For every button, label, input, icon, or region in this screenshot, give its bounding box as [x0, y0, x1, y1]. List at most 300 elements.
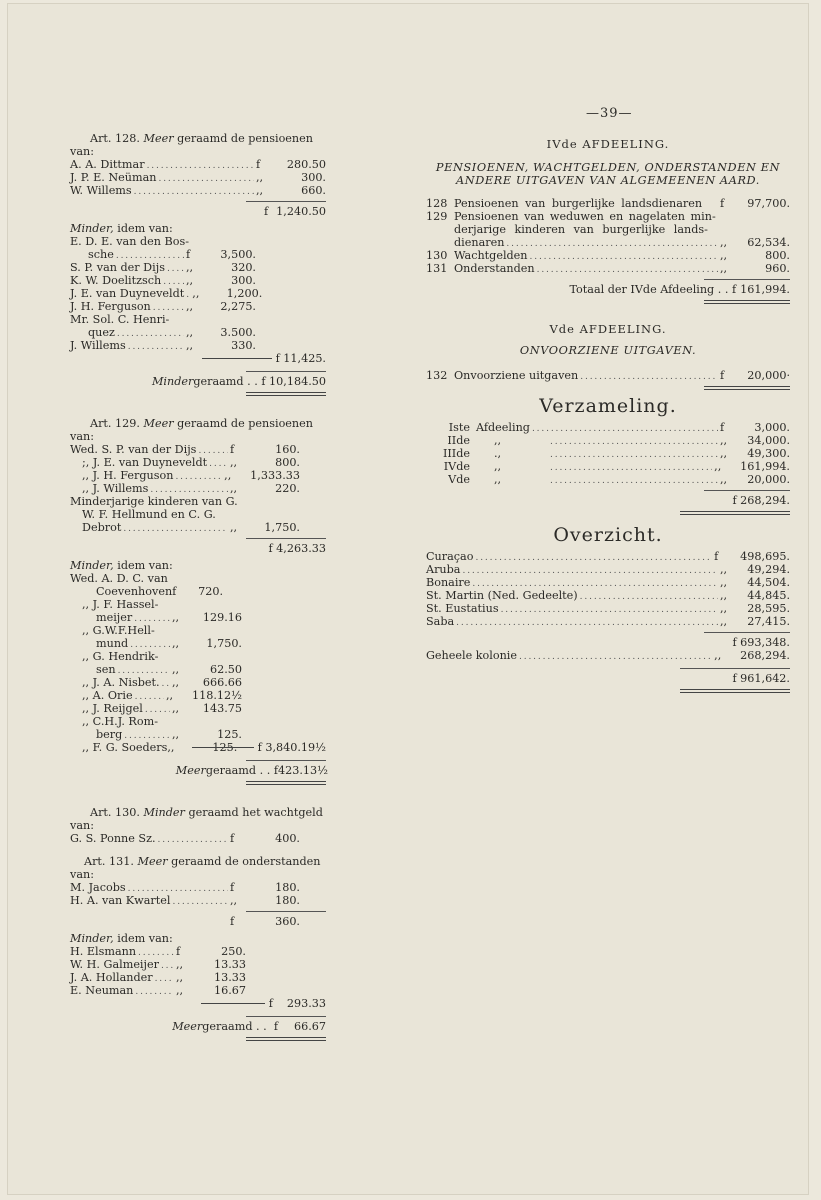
overzicht-subtotal: f 693,348. — [732, 636, 790, 649]
art-129-result: Meer geraamd . . f 423.13½ — [175, 764, 328, 777]
art-128-result: Minder geraamd . . f 10,184.50 — [151, 375, 326, 388]
text-label: Iste — [448, 421, 470, 434]
text-cur: ,, — [256, 171, 264, 184]
leader-dots — [550, 473, 718, 488]
text-label: Vde — [448, 473, 470, 486]
afdeeling-4-list — [426, 197, 790, 275]
text-geheele_cur: ,, — [714, 649, 722, 662]
art-131-header: Art. 131. — [84, 855, 134, 868]
list-item — [70, 469, 300, 482]
text-cur: ,, — [172, 637, 180, 650]
text-text: ,, J. Reijgel — [82, 702, 143, 715]
text-text: Pensioenen van weduwen en nagelaten min- — [454, 210, 716, 223]
text-amount: 660. — [301, 184, 326, 197]
text-result_cur: f — [273, 764, 278, 777]
divider — [246, 1037, 326, 1041]
art-129-minder-list — [70, 572, 242, 754]
text-text: Onvoorziene uitgaven — [454, 369, 579, 382]
list-item — [70, 495, 300, 508]
art-128-header: Art. 128. — [90, 132, 140, 145]
art-128-header-rest: geraamd de pensioenen — [177, 132, 313, 145]
list-item — [426, 249, 790, 262]
text-name: J. E. van Duyneveldt — [70, 287, 185, 300]
page-number: —39— — [586, 106, 633, 121]
text-minder_rest: idem van: — [117, 559, 173, 572]
text-total: 161,994. — [740, 283, 790, 296]
text-name: E. Neuman — [70, 984, 134, 997]
list-item — [70, 171, 326, 184]
text-name: ,, J. H. Ferguson — [82, 469, 174, 482]
text-text: Wachtgelden — [454, 249, 528, 262]
list-item — [70, 971, 246, 984]
text-minder_rest: idem van: — [117, 222, 173, 235]
text-cur: ,, — [186, 339, 194, 352]
text-cur: ,, — [720, 473, 728, 486]
text-name: Wed. S. P. van der Dijs — [70, 443, 197, 456]
text-amount: 49,294. — [747, 563, 790, 576]
text-meer_total: 1,240.50 — [276, 205, 326, 218]
list-item — [70, 248, 256, 261]
text-amount: 180. — [275, 881, 300, 894]
text-result: 66.67 — [293, 1020, 326, 1033]
text-total_label: Totaal der IVde Afdeeling — [569, 283, 715, 296]
leader-dots — [135, 984, 174, 999]
list-item — [70, 521, 300, 534]
text-cur: ,, — [176, 971, 184, 984]
text-cur: ,, — [720, 249, 728, 262]
text-amount: 180. — [275, 894, 300, 907]
art-131-minder-total — [70, 997, 326, 1010]
text-cur: ,, — [720, 563, 728, 576]
text-amount: 300. — [301, 171, 326, 184]
van-label: van: — [70, 145, 94, 158]
text-result_label: Meer — [175, 764, 206, 777]
text-name: S. P. van der Dijs — [70, 261, 165, 274]
text-meer: Meer — [137, 855, 168, 868]
text-amount: 161,994. — [740, 460, 790, 473]
text-text: ,, J. F. Hassel- — [82, 598, 159, 611]
list-item — [426, 576, 790, 589]
text-name: sche — [88, 248, 114, 261]
text-amount: 34,000. — [747, 434, 790, 447]
text-cur: f — [230, 832, 235, 845]
verzameling-title: Verzameling. — [539, 395, 677, 417]
art-129-header: Art. 129. — [90, 417, 140, 430]
text-cur: f — [720, 421, 725, 434]
divider — [246, 371, 326, 372]
art-131-block — [70, 855, 326, 1041]
list-item — [70, 663, 242, 676]
text-minderjarig_3: Debrot — [82, 521, 122, 534]
text-total_cur: f — [732, 283, 737, 296]
afdeeling-4-subtitle-1: PENSIOENEN, WACHTGELDEN, ONDERSTANDEN EN — [435, 161, 781, 174]
text-cur: ,, — [192, 287, 200, 300]
text-ditto: ,, — [494, 434, 502, 447]
text-text: ,, G.W.F.Hell- — [82, 624, 155, 637]
text-cur: ,, — [230, 894, 238, 907]
list-item — [426, 210, 790, 223]
text-amount: 143.75 — [202, 702, 242, 715]
art-131-meer-total — [70, 915, 300, 928]
text-result: 423.13½ — [278, 764, 328, 777]
overzicht-list — [426, 550, 790, 628]
text-text: Pensioenen van burgerlijke landsdienaren — [454, 197, 703, 210]
text-cur: ,, — [720, 576, 728, 589]
text-amount: 498,695. — [740, 550, 790, 563]
text-amount: 44,845. — [747, 589, 790, 602]
text-cur: f — [176, 945, 181, 958]
afdeeling-5-subtitle: ONVOORZIENE UITGAVEN. — [519, 344, 697, 357]
text-geheele_label: Geheele kolonie — [426, 649, 517, 662]
list-item — [70, 326, 256, 339]
list-item — [426, 197, 790, 210]
text-van: van: — [70, 430, 94, 443]
text-cur: ,, — [172, 728, 180, 741]
text-amount: 300. — [231, 274, 256, 287]
list-item — [426, 460, 790, 473]
list-item — [70, 611, 242, 624]
leader-dots — [456, 615, 718, 630]
list-item — [426, 223, 790, 236]
text-text: ,, F. G. Soeders — [82, 741, 168, 754]
art-131-result: Meer geraamd . . f 66.67 — [172, 1020, 326, 1033]
list-item — [70, 984, 246, 997]
text-van: van: — [70, 819, 94, 832]
text-result_rest: geraamd — [193, 375, 244, 388]
text-num: 130 — [426, 249, 448, 262]
text-amount: 16.67 — [213, 984, 246, 997]
art-130-block — [70, 806, 326, 845]
divider — [246, 538, 326, 539]
leader-dots — [123, 521, 228, 536]
text-minder: Minder — [143, 806, 185, 819]
text-text: Wed. A. D. C. van — [70, 572, 168, 585]
text-cur: ,, — [186, 300, 194, 313]
list-item — [426, 550, 790, 563]
text-text: ,, G. Hendrik- — [82, 650, 159, 663]
list-item — [70, 676, 242, 689]
list-item — [70, 300, 256, 313]
list-item — [426, 563, 790, 576]
text-num: 128 — [426, 197, 448, 210]
text-header_rest: geraamd de onderstanden — [171, 855, 321, 868]
text-meer_total: f 4,263.33 — [268, 542, 326, 555]
text-amount: 3,500. — [220, 248, 256, 261]
list-item — [426, 434, 790, 447]
text-amount: 1,333.33 — [250, 469, 300, 482]
divider — [704, 632, 790, 633]
list-item — [70, 894, 300, 907]
text-text: derjarige kinderen van burgerlijke lands- — [454, 223, 708, 236]
text-label: IIde — [447, 434, 470, 447]
art-128-minder-list — [70, 235, 263, 352]
list-item — [70, 702, 242, 715]
text-cur: ,, — [186, 261, 194, 274]
text-cur: ,, — [720, 434, 728, 447]
divider — [704, 490, 790, 491]
text-label: IVde — [443, 460, 470, 473]
text-minder_rest: idem van: — [117, 932, 173, 945]
art-128-block — [70, 132, 326, 396]
list-item — [70, 235, 256, 248]
text-meer: Meer — [143, 417, 174, 430]
text-amount: 330. — [231, 339, 256, 352]
text-name: ,, J. Willems — [82, 482, 149, 495]
text-cur: ,, — [720, 589, 728, 602]
text-amount: 20,000· — [747, 369, 790, 382]
text-result_rest: geraamd — [202, 1020, 253, 1033]
text-header_rest: geraamd het wachtgeld — [188, 806, 323, 819]
art-129-meer-list — [70, 443, 300, 534]
list-item — [70, 261, 256, 274]
text-name: A. A. Dittmar — [70, 158, 145, 171]
list-item — [426, 421, 790, 434]
text-label: Bonaire — [426, 576, 471, 589]
text-text: Onderstanden — [454, 262, 535, 275]
text-cur: f — [230, 443, 235, 456]
minder-label: Minder, — [70, 222, 114, 235]
text-result: f 10,184.50 — [261, 375, 326, 388]
list-item — [70, 572, 242, 585]
text-amount: 160. — [275, 443, 300, 456]
text-meer_total: 360. — [275, 915, 300, 928]
text-cur: ,, — [176, 958, 184, 971]
list-item — [70, 443, 300, 456]
divider — [680, 668, 790, 669]
list-item — [426, 236, 790, 249]
list-item — [426, 602, 790, 615]
leader-dots — [128, 339, 184, 354]
divider — [246, 392, 326, 396]
list-item — [70, 650, 242, 663]
art-128-meer-list — [70, 158, 326, 197]
text-result_rest: geraamd — [205, 764, 257, 777]
afdeeling-4-subtitle-2: ANDERE UITGAVEN VAN ALGEMEENEN AARD. — [456, 174, 760, 187]
list-item — [70, 482, 300, 495]
text-name: H. A. van Kwartel — [70, 894, 171, 907]
text-amount: 720. — [198, 585, 224, 598]
text-amount: 20,000. — [747, 473, 790, 486]
overzicht-total: f 961,642. — [732, 672, 790, 685]
text-name: J. A. Hollander — [70, 971, 153, 984]
text-num: 131 — [426, 262, 448, 275]
text-minder_total: f 3,840.19½ — [257, 741, 326, 754]
list-item — [426, 615, 790, 628]
text-cur: f — [172, 585, 177, 598]
text-text: Coevenhoven — [96, 585, 173, 598]
text-label: St. Martin (Ned. Gedeelte) — [426, 589, 578, 602]
text-minderjarig_2: W. F. Hellmund en C. G. — [82, 508, 216, 521]
list-item — [70, 508, 300, 521]
text-cur: ,, — [230, 482, 238, 495]
list-item — [70, 184, 326, 197]
divider — [704, 300, 790, 304]
list-item — [426, 447, 790, 460]
verzameling-list — [426, 421, 790, 486]
text-cur: ,, — [166, 689, 174, 702]
afdeeling-4-total: Totaal der IVde Afdeeling . . f 161,994. — [569, 283, 790, 296]
list-item — [70, 715, 242, 728]
list-item — [426, 473, 790, 486]
afdeeling-4-title: IVde AFDEELING. — [546, 137, 670, 151]
text-name: W. H. Galmeijer — [70, 958, 159, 971]
text-ditto: ,, — [494, 460, 502, 473]
divider — [704, 279, 790, 280]
art-129-block — [70, 417, 326, 785]
text-amount: 49,300. — [747, 447, 790, 460]
text-cur: ,, — [172, 611, 180, 624]
text-cur: ,, — [167, 741, 175, 754]
list-item — [70, 832, 300, 845]
text-minder_total: f 11,425. — [275, 352, 326, 365]
leader-dots — [134, 184, 254, 199]
divider — [704, 386, 790, 390]
text-name: quez — [88, 326, 115, 339]
text-word: Afdeeling — [476, 421, 530, 434]
leader-dots — [537, 262, 718, 277]
text-name: J. Willems — [70, 339, 126, 352]
text-name: E. D. E. van den Bos- — [70, 235, 190, 248]
text-geheele_amount: 268,294. — [740, 649, 790, 662]
text-text: ,, J. A. Nisbet. — [82, 676, 160, 689]
text-cur: f — [256, 158, 261, 171]
list-item — [70, 598, 242, 611]
text-cur: f — [720, 197, 725, 210]
text-num: 129 — [426, 210, 448, 223]
leader-dots — [519, 649, 712, 664]
text-ditto: ., — [494, 447, 502, 460]
text-result_label: Meer — [172, 1020, 203, 1033]
text-name: J. H. Ferguson — [70, 300, 151, 313]
list-item — [70, 689, 242, 702]
text-text: berg — [96, 728, 123, 741]
text-name: K. W. Doelitzsch — [70, 274, 162, 287]
text-amount: 320. — [231, 261, 256, 274]
text-cur: ,, — [720, 236, 728, 249]
text-text: dienaren — [454, 236, 505, 249]
text-cur: ,, — [224, 469, 232, 482]
text-header_rest: geraamd de pensioenen — [177, 417, 313, 430]
list-item — [70, 637, 242, 650]
text-name: Mr. Sol. C. Henri- — [70, 313, 170, 326]
overzicht-title: Overzicht. — [553, 524, 663, 546]
text-cur: ,, — [720, 602, 728, 615]
text-amount: 1,750. — [206, 637, 242, 650]
leader-dots — [580, 369, 718, 384]
divider — [246, 1016, 326, 1017]
text-amount: 13.33 — [213, 958, 246, 971]
list-item — [70, 158, 326, 171]
text-cur: ,, — [230, 456, 238, 469]
text-amount: 3,000. — [754, 421, 790, 434]
divider — [680, 689, 790, 693]
list-item — [426, 369, 790, 382]
text-label: IIIde — [442, 447, 470, 460]
text-amount: 2,275. — [220, 300, 256, 313]
text-minder: Minder, — [70, 932, 114, 945]
divider — [246, 760, 326, 761]
text-cur: ,, — [720, 615, 728, 628]
text-name: ;, J. E. van Duyneveldt — [82, 456, 208, 469]
right-column — [426, 136, 790, 696]
list-item — [70, 585, 242, 598]
text-cur: ,, — [176, 984, 184, 997]
text-cur: ,, — [172, 663, 180, 676]
meer-label: Meer — [143, 132, 174, 145]
list-item — [426, 262, 790, 275]
text-amount: 1,200. — [226, 287, 263, 300]
text-label: Saba — [426, 615, 455, 628]
list-item — [70, 456, 300, 469]
text-name: M. Jacobs — [70, 881, 126, 894]
art-128-meer-total — [70, 205, 326, 218]
text-label: St. Eustatius — [426, 602, 499, 615]
text-amount: 62.50 — [209, 663, 242, 676]
text-num: 132 — [426, 369, 448, 382]
text-ditto: ,, — [494, 473, 502, 486]
text-minderjarig_1: Minderjarige kinderen van G. — [70, 495, 238, 508]
text-minder_total_cur: f — [268, 997, 273, 1010]
text-minder_total: 293.33 — [286, 997, 326, 1010]
text-amount: 250. — [221, 945, 246, 958]
text-text: meijer — [96, 611, 133, 624]
leader-dots — [172, 894, 228, 909]
text-minderjarig_cur: ,, — [230, 521, 238, 534]
list-item — [70, 945, 246, 958]
text-text: sen — [96, 663, 116, 676]
text-meer_total_cur: f — [230, 915, 235, 928]
text-cur: ,, — [186, 326, 194, 339]
divider — [680, 511, 790, 515]
text-amount: 800. — [765, 249, 790, 262]
text-result_label: Minder — [151, 375, 194, 388]
text-cur: ,, — [256, 184, 264, 197]
text-label: Aruba — [426, 563, 461, 576]
divider — [246, 781, 326, 785]
text-result_cur: f — [273, 1020, 278, 1033]
left-column — [70, 132, 326, 1044]
list-item — [70, 274, 256, 287]
text-amount: 27,415. — [747, 615, 790, 628]
text-cur: ,, — [720, 262, 728, 275]
list-item — [70, 313, 256, 326]
text-cur: ,, — [172, 702, 180, 715]
text-van: van: — [70, 868, 94, 881]
text-cur: f — [714, 550, 719, 563]
text-text: mund — [96, 637, 129, 650]
art-129-meer-total — [70, 542, 326, 555]
text-meer_total_cur: f — [264, 205, 269, 218]
text-amount: 125. — [217, 728, 242, 741]
text-amount: 13.33 — [213, 971, 246, 984]
text-amount: 125. — [212, 741, 238, 754]
text-cur: ,, — [186, 274, 194, 287]
text-cur: ,, — [720, 447, 728, 460]
art-128-minder-total — [70, 352, 326, 365]
art-130-header: Art. 130. — [90, 806, 140, 819]
text-amount: 666.66 — [202, 676, 242, 689]
text-minderjarig_amount: 1,750. — [264, 521, 300, 534]
text-cur: f — [186, 248, 191, 261]
text-amount: 44,504. — [747, 576, 790, 589]
text-text: ,, A. Orie — [82, 689, 133, 702]
text-text: ,, C.H.J. Rom- — [82, 715, 158, 728]
text-amount: 28,595. — [747, 602, 790, 615]
text-amount: 800. — [275, 456, 300, 469]
text-minder: Minder, — [70, 559, 114, 572]
text-amount: 960. — [765, 262, 790, 275]
page-sheet — [8, 4, 808, 1194]
